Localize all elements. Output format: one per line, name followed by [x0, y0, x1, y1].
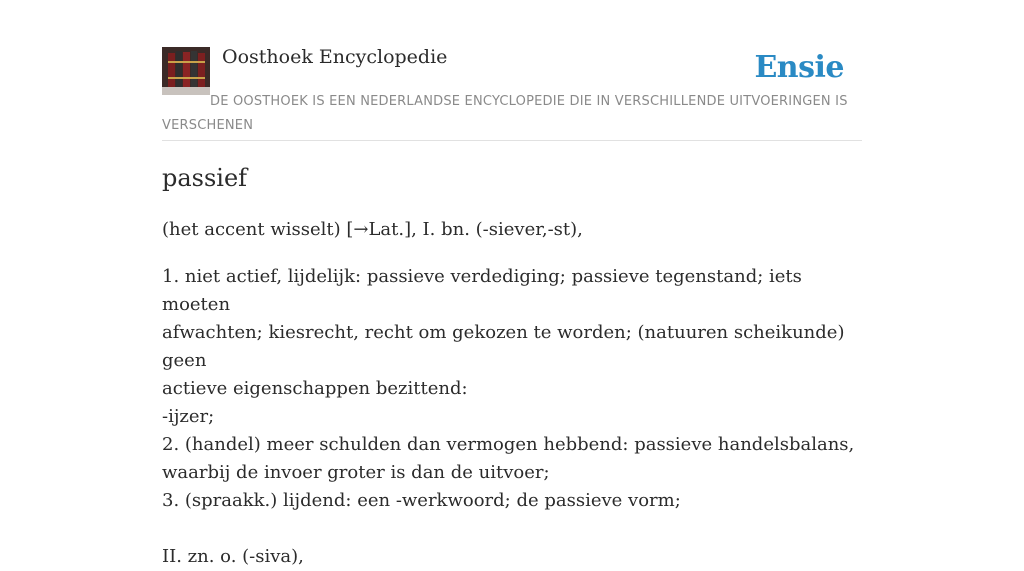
definition-line: 3. (spraakk.) lijdend: een -werkwoord; de passieve vorm; — [162, 490, 681, 511]
definition-line: 1. niet actief, lijdelijk: passieve verdediging; passieve tegenstand; iets moeten — [162, 266, 802, 315]
definition-line: afwachten; kiesrecht, recht om gekozen te worden; (natuuren scheikunde) geen — [162, 322, 845, 371]
ensie-logo-link[interactable]: Ensie — [754, 50, 844, 85]
site-header — [162, 44, 862, 141]
site-tagline — [162, 90, 862, 138]
book-shelf-icon[interactable] — [162, 47, 210, 95]
definition-line: 2. (handel) meer schulden dan vermogen hebbend: passieve handelsbalans, — [162, 434, 855, 455]
entry-definitions — [162, 263, 862, 515]
definition-line: -ijzer; — [162, 406, 215, 427]
entry-intro: (het accent wisselt) [→Lat.], I. bn. (-siever,-st), — [162, 219, 583, 240]
definition-line: waarbij de invoer groter is dan de uitvoer; — [162, 462, 550, 483]
site-name[interactable]: Oosthoek Encyclopedie — [222, 46, 448, 68]
definition-line: actieve eigenschappen bezittend: — [162, 378, 468, 399]
entry-title: passief — [162, 164, 248, 192]
tagline-text: DE OOSTHOEK IS EEN NEDERLANDSE ENCYCLOPEDIE DIE IN VERSCHILLENDE UITVOERINGEN IS VERSCHENEN — [162, 94, 848, 133]
entry-content — [162, 160, 862, 571]
entry-section-2: II. zn. o. (-siva), — [162, 546, 304, 567]
